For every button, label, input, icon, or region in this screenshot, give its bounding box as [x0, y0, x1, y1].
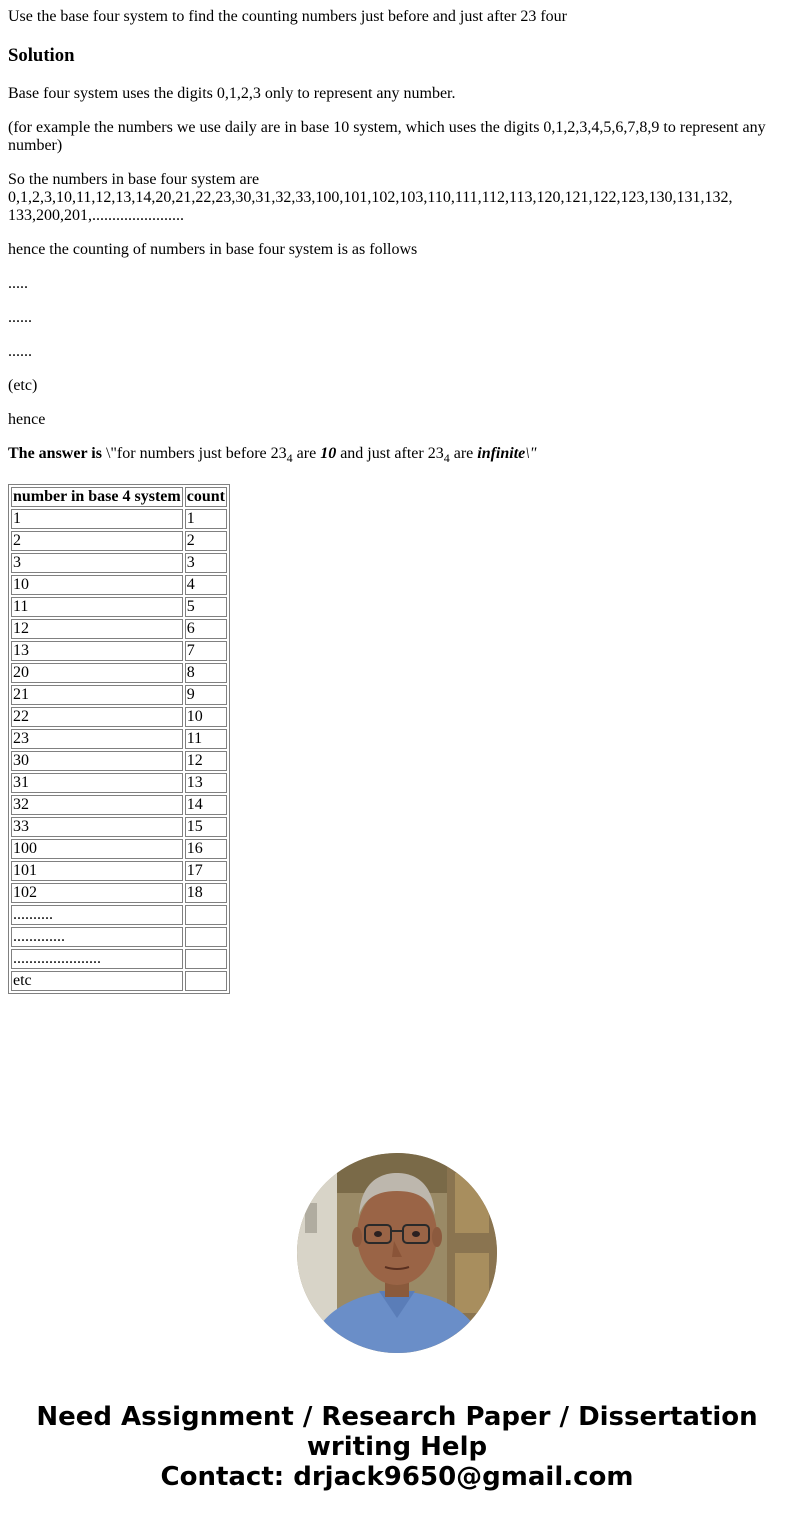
ellipsis-line: ..... — [8, 275, 28, 292]
count-cell: 2 — [185, 531, 227, 551]
table-row — [11, 619, 227, 639]
number-cell: ............. — [11, 927, 183, 947]
number-cell: 31 — [11, 773, 183, 793]
table-row — [11, 773, 227, 793]
answer-text: and just after 23 — [336, 445, 444, 462]
promo-banner — [0, 1402, 794, 1492]
table-row — [11, 927, 227, 947]
answer-after-value: infinite — [477, 445, 526, 462]
number-cell: 33 — [11, 817, 183, 837]
number-list-paragraph — [8, 171, 778, 225]
count-cell — [185, 905, 227, 925]
promo-line: Need Assignment / Research Paper / Dissertation — [36, 1402, 758, 1432]
example-paragraph: (for example the numbers we use daily are in base 10 system, which uses the digits 0,1,2,3,4,5,6,7,8,9 to represent any number) — [8, 119, 766, 154]
answer-text: are — [449, 445, 478, 462]
answer-lead: The answer is — [8, 445, 102, 462]
table-row — [11, 707, 227, 727]
table-row — [11, 641, 227, 661]
answer-before-value: 10 — [320, 445, 337, 462]
hence-counting-paragraph: hence the counting of numbers in base four system is as follows — [8, 241, 418, 258]
table-row — [11, 861, 227, 881]
number-cell: 20 — [11, 663, 183, 683]
digits-paragraph: Base four system uses the digits 0,1,2,3 only to represent any number. — [8, 85, 456, 102]
count-cell — [185, 949, 227, 969]
count-cell: 11 — [185, 729, 227, 749]
count-cell — [185, 971, 227, 991]
number-cell: 23 — [11, 729, 183, 749]
count-cell: 10 — [185, 707, 227, 727]
number-cell: 30 — [11, 751, 183, 771]
count-cell: 16 — [185, 839, 227, 859]
number-list: 0,1,2,3,10,11,12,13,14,20,21,22,23,30,31,32,33,100,101,102,103,110,111,112,113,120,121,122,123,130,131,132, 133,200,201,....................... — [8, 189, 733, 224]
table-row — [11, 553, 227, 573]
base-subscript: 4 — [443, 451, 450, 465]
promo-line: writing Help — [306, 1432, 488, 1462]
author-avatar — [297, 1153, 497, 1353]
table-row — [11, 575, 227, 595]
table-row — [11, 509, 227, 529]
author-portrait-image — [297, 1153, 497, 1353]
count-cell: 6 — [185, 619, 227, 639]
etc-line: (etc) — [8, 377, 38, 394]
solution-heading: Solution — [8, 45, 75, 66]
number-cell: 13 — [11, 641, 183, 661]
count-cell: 12 — [185, 751, 227, 771]
answer-text: are — [292, 445, 321, 462]
answer-tail: \" — [525, 445, 537, 462]
column-header-number: number in base 4 system — [13, 488, 181, 505]
number-cell: 102 — [11, 883, 183, 903]
number-cell: 100 — [11, 839, 183, 859]
count-cell: 17 — [185, 861, 227, 881]
count-cell: 18 — [185, 883, 227, 903]
number-cell: 11 — [11, 597, 183, 617]
count-cell: 7 — [185, 641, 227, 661]
table-row — [11, 597, 227, 617]
count-cell: 4 — [185, 575, 227, 595]
count-cell: 1 — [185, 509, 227, 529]
count-cell — [185, 927, 227, 947]
number-cell: 21 — [11, 685, 183, 705]
table-row — [11, 949, 227, 969]
table-row — [11, 729, 227, 749]
table-row — [11, 795, 227, 815]
count-cell: 13 — [185, 773, 227, 793]
answer-line — [8, 445, 536, 463]
table-row — [11, 971, 227, 991]
count-cell: 5 — [185, 597, 227, 617]
base4-count-table — [8, 484, 230, 994]
count-cell: 9 — [185, 685, 227, 705]
count-cell: 15 — [185, 817, 227, 837]
number-list-intro: So the numbers in base four system are — [8, 171, 260, 188]
table-header-row — [11, 487, 227, 507]
number-cell: etc — [11, 971, 183, 991]
number-cell: 101 — [11, 861, 183, 881]
number-cell: 10 — [11, 575, 183, 595]
ellipsis-line: ...... — [8, 309, 32, 326]
contact-email: Contact: drjack9650@gmail.com — [160, 1462, 634, 1492]
answer-text: \"for numbers just before 23 — [101, 445, 287, 462]
column-header-count: count — [186, 488, 225, 505]
number-cell: 2 — [11, 531, 183, 551]
question-text: Use the base four system to find the counting numbers just before and just after 23 four — [8, 8, 567, 25]
table-body — [11, 509, 227, 991]
ellipsis-line: ...... — [8, 343, 32, 360]
table-row — [11, 685, 227, 705]
base-subscript: 4 — [286, 451, 293, 465]
number-cell: 3 — [11, 553, 183, 573]
table-row — [11, 751, 227, 771]
count-cell: 8 — [185, 663, 227, 683]
count-cell: 3 — [185, 553, 227, 573]
number-cell: 12 — [11, 619, 183, 639]
table-row — [11, 531, 227, 551]
number-cell: .......... — [11, 905, 183, 925]
table-row — [11, 883, 227, 903]
number-cell: 1 — [11, 509, 183, 529]
hence-line: hence — [8, 411, 46, 428]
count-cell: 14 — [185, 795, 227, 815]
number-cell: ...................... — [11, 949, 183, 969]
table-row — [11, 839, 227, 859]
table-row — [11, 817, 227, 837]
number-cell: 22 — [11, 707, 183, 727]
table-row — [11, 905, 227, 925]
number-cell: 32 — [11, 795, 183, 815]
table-row — [11, 663, 227, 683]
